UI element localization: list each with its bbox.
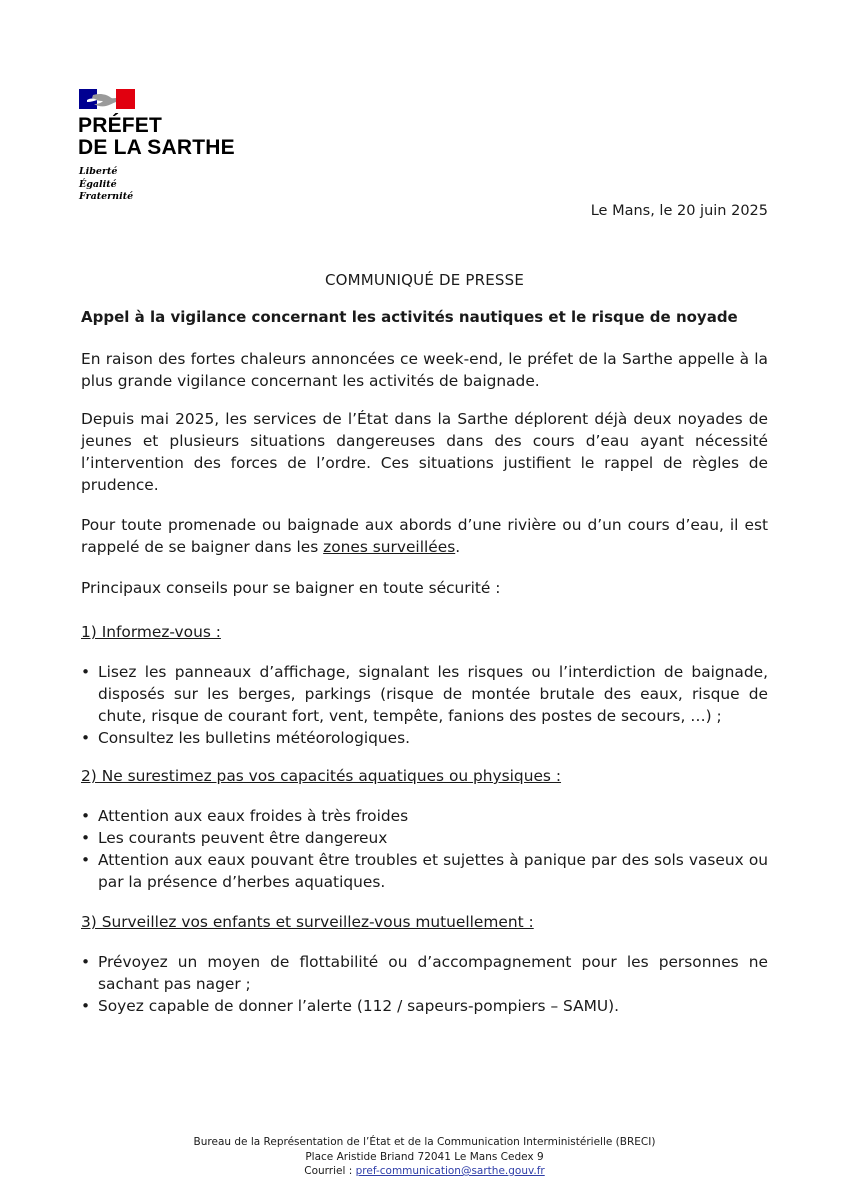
paragraph-advice-intro: Principaux conseils pour se baigner en toute sécurité :	[81, 579, 501, 597]
motto-fraternite: Fraternité	[79, 191, 134, 202]
document-date: Le Mans, le 20 juin 2025	[590, 203, 768, 219]
list-item: • Consultez les bulletins météorologiques.	[81, 727, 768, 749]
list-item: • Attention aux eaux pouvant être troubles et sujettes à panique par des sols vaseux ou par la présence d’herbes aquatiques.	[81, 849, 768, 893]
list-item: • Lisez les panneaux d’affichage, signalant les risques ou l’interdiction de baignade, disposés sur les berges, parkings (risque de montée brutale des eaux, risque de chute, risque de courant fort, vent, tempête, fanions des postes de secours, …) ;	[81, 661, 768, 727]
paragraph-reminder	[81, 514, 768, 558]
footer-email-label: Courriel :	[304, 1165, 356, 1177]
section-list-inform	[81, 661, 768, 749]
section-heading-supervise: 3) Surveillez vos enfants et surveillez-vous mutuellement :	[81, 913, 534, 931]
footer-address: Place Aristide Briand 72041 Le Mans Cedex 9	[305, 1150, 544, 1163]
document-type: COMMUNIQUÉ DE PRESSE	[324, 271, 525, 289]
paragraph-intro: En raison des fortes chaleurs annoncées ce week-end, le préfet de la Sarthe appelle à la plus grande vigilance concernant les activités de baignade.	[81, 350, 768, 390]
list-item: • Prévoyez un moyen de flottabilité ou d’accompagnement pour les personnes ne sachant pas nager ;	[81, 951, 768, 995]
zones-surveillees-link[interactable]: zones surveillées	[323, 538, 456, 556]
prefecture-name-line2: DE LA SARTHE	[78, 136, 235, 159]
republic-motto	[79, 166, 199, 204]
footer-contact	[0, 1164, 849, 1179]
section-heading-inform: 1) Informez-vous :	[81, 623, 221, 641]
reminder-end: .	[455, 538, 461, 556]
footer-office: Bureau de la Représentation de l’État et de la Communication Interministérielle (BRECI)	[193, 1136, 656, 1148]
section-list-capacities	[81, 805, 768, 893]
marianne-logo	[79, 89, 135, 109]
footer	[0, 1135, 849, 1179]
prefecture-name-line1: PRÉFET	[78, 114, 163, 137]
footer-email-link[interactable]: pref-communication@sarthe.gouv.fr	[355, 1165, 545, 1177]
list-item: • Les courants peuvent être dangereux	[81, 827, 768, 849]
list-item: • Attention aux eaux froides à très froides	[81, 805, 768, 827]
motto-liberte: Liberté	[79, 166, 118, 177]
paragraph-context: Depuis mai 2025, les services de l’État dans la Sarthe déplorent déjà deux noyades de jeunes et plusieurs situations dangereuses dans des cours d’eau ayant nécessité l’intervention des forces de l’ordre. Ces situations justifient le rappel de règles de prudence.	[81, 410, 768, 494]
list-item: • Soyez capable de donner l’alerte (112 / sapeurs-pompiers – SAMU).	[81, 995, 768, 1017]
motto-egalite: Égalité	[79, 178, 117, 190]
section-list-supervise	[81, 951, 768, 1017]
document-title: Appel à la vigilance concernant les activités nautiques et le risque de noyade	[81, 308, 738, 326]
prefecture-name	[78, 115, 298, 159]
reminder-text: Pour toute promenade ou baignade aux abords d’une rivière ou d’un cours d’eau, il est rappelé de se baigner dans les	[81, 516, 768, 556]
section-heading-capacities: 2) Ne surestimez pas vos capacités aquatiques ou physiques :	[81, 767, 562, 785]
